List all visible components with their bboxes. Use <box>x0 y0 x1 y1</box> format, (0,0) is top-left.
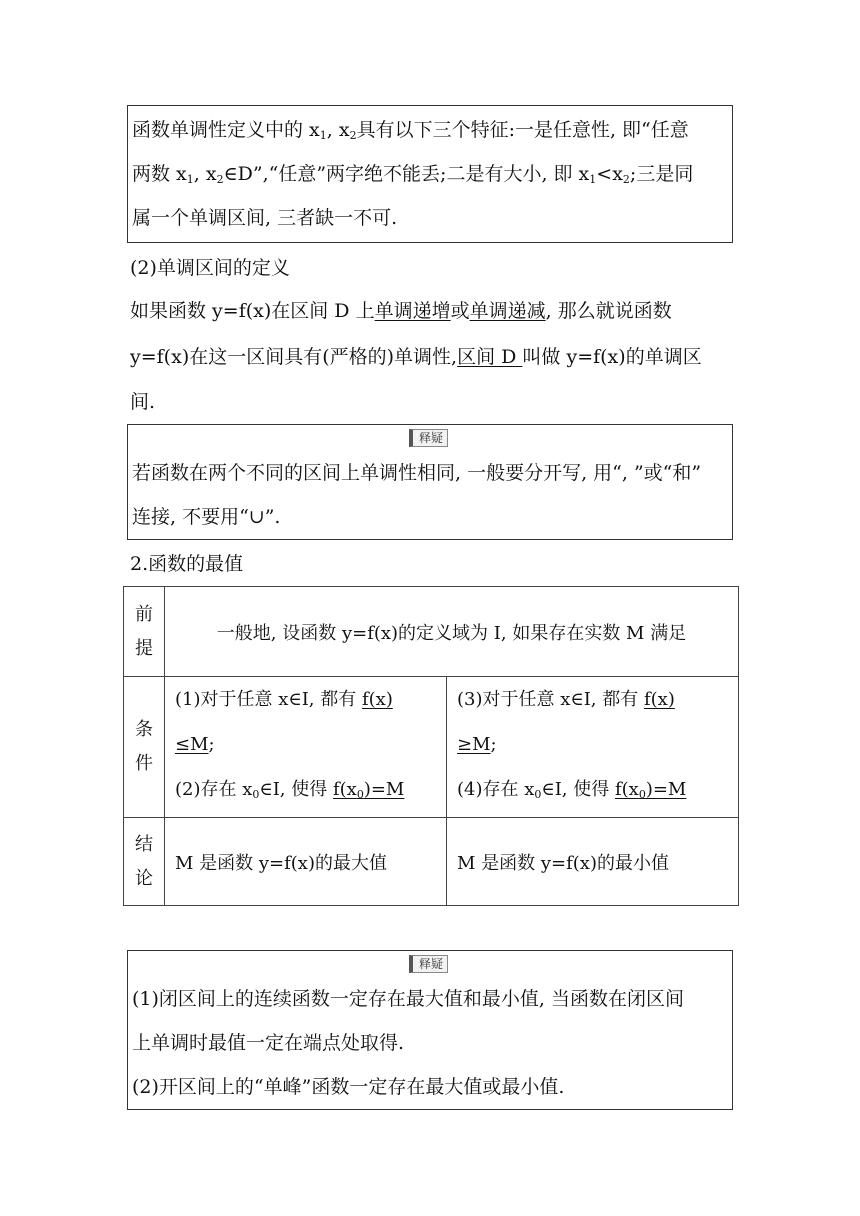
explanation-box-1 <box>127 424 733 540</box>
explanation-tag: 释疑 <box>409 429 448 447</box>
text: )=M <box>363 779 405 800</box>
table-row <box>124 677 739 818</box>
row-header-premise: 前提 <box>124 587 165 677</box>
explanation-box-2 <box>127 950 733 1110</box>
note-line-2 <box>132 152 693 202</box>
explanation-tag: 释疑 <box>409 955 448 973</box>
text: , 那么就说函数 <box>545 300 672 322</box>
text: ∈I, 使得 <box>259 779 333 800</box>
text: (4)存在 x <box>457 779 535 800</box>
table-row <box>124 587 739 677</box>
extrema-table <box>123 586 739 906</box>
text: f(x <box>332 779 357 800</box>
text: 函数单调性定义中的 x <box>132 119 320 141</box>
cell-line <box>175 767 446 817</box>
text: ;三是同 <box>629 163 694 185</box>
subscript: 0 <box>638 788 646 801</box>
note-line-1 <box>132 108 689 158</box>
text: 或 <box>450 300 470 322</box>
definition-line-1 <box>130 289 672 334</box>
subscript: 1 <box>319 129 327 142</box>
text: (3)对于任意 x∈I, 都有 <box>457 689 644 710</box>
text: 叫做 y=f(x)的单调区 <box>522 346 702 368</box>
premise-cell <box>165 587 739 677</box>
text: (1)对于任意 x∈I, 都有 <box>175 689 362 710</box>
text: <x <box>596 163 623 185</box>
note-line-3: 属一个单调区间, 三者缺一不可. <box>132 207 398 229</box>
text: 具有以下三个特征:一是任意性, 即“任意 <box>356 119 689 141</box>
text: y=f(x)在这一区间具有(严格的)单调性, <box>130 346 458 368</box>
row-header-condition: 条件 <box>124 677 165 818</box>
condition-min-cell <box>447 677 739 818</box>
conclusion-min-cell <box>447 818 739 906</box>
subscript: 0 <box>252 788 260 801</box>
subscript: 2 <box>216 173 224 186</box>
cell-line <box>457 677 738 722</box>
subscript: 0 <box>534 788 542 801</box>
text: 如果函数 y=f(x)在区间 D 上 <box>130 300 375 322</box>
definition-line-2 <box>130 335 702 380</box>
table-row <box>124 818 739 906</box>
cell-line <box>175 722 446 767</box>
blank-answer: f(x) <box>361 689 393 710</box>
note-box-monotonicity <box>127 105 733 243</box>
subscript: 1 <box>186 173 194 186</box>
blank-answer: ≤M <box>175 734 209 755</box>
text: , x <box>326 119 350 141</box>
text: (2)存在 x <box>175 779 253 800</box>
text: ∈I, 使得 <box>541 779 615 800</box>
section-heading-extrema: 2.函数的最值 <box>130 553 244 575</box>
section-heading-monotonic-interval: (2)单调区间的定义 <box>130 257 290 279</box>
explanation-line-2: 连接, 不要用“∪”. <box>132 506 281 528</box>
blank-answer: f(x) <box>643 689 675 710</box>
explanation-line-1: (1)闭区间上的连续函数一定存在最大值和最小值, 当函数在闭区间 <box>132 988 684 1010</box>
conclusion-max-cell <box>165 818 447 906</box>
condition-max-cell <box>165 677 447 818</box>
subscript: 1 <box>589 173 597 186</box>
explanation-line-3: (2)开区间上的“单峰”函数一定存在最大值或最小值. <box>132 1076 565 1098</box>
blank-answer <box>333 779 404 800</box>
row-header-conclusion: 结论 <box>124 818 165 906</box>
text: )=M <box>645 779 687 800</box>
definition-line-3: 间. <box>130 391 156 413</box>
explanation-line-2: 上单调时最值一定在端点处取得. <box>132 1032 405 1054</box>
blank-answer: ≥M <box>457 734 491 755</box>
subscript: 2 <box>622 173 630 186</box>
cell-line <box>457 722 738 767</box>
subscript: 0 <box>356 788 364 801</box>
text: ; <box>208 734 215 755</box>
explanation-line-1: 若函数在两个不同的区间上单调性相同, 一般要分开写, 用“, ”或“和” <box>132 462 702 484</box>
text: M 是函数 y=f(x)的最小值 <box>457 852 669 874</box>
text: 两数 x <box>132 163 187 185</box>
cell-line <box>457 767 738 817</box>
blank-answer: 单调递减 <box>469 300 546 322</box>
text: ; <box>490 734 497 755</box>
text: M 是函数 y=f(x)的最大值 <box>175 852 387 874</box>
blank-answer: 区间 D <box>457 346 523 368</box>
text: , x <box>193 163 217 185</box>
blank-answer <box>615 779 686 800</box>
text: ∈D”,“任意”两字绝不能丢;二是有大小, 即 x <box>223 163 590 185</box>
cell-line <box>175 677 446 722</box>
text: f(x <box>614 779 639 800</box>
blank-answer: 单调递增 <box>374 300 451 322</box>
subscript: 2 <box>349 129 357 142</box>
text: 一般地, 设函数 y=f(x)的定义域为 I, 如果存在实数 M 满足 <box>216 622 687 644</box>
